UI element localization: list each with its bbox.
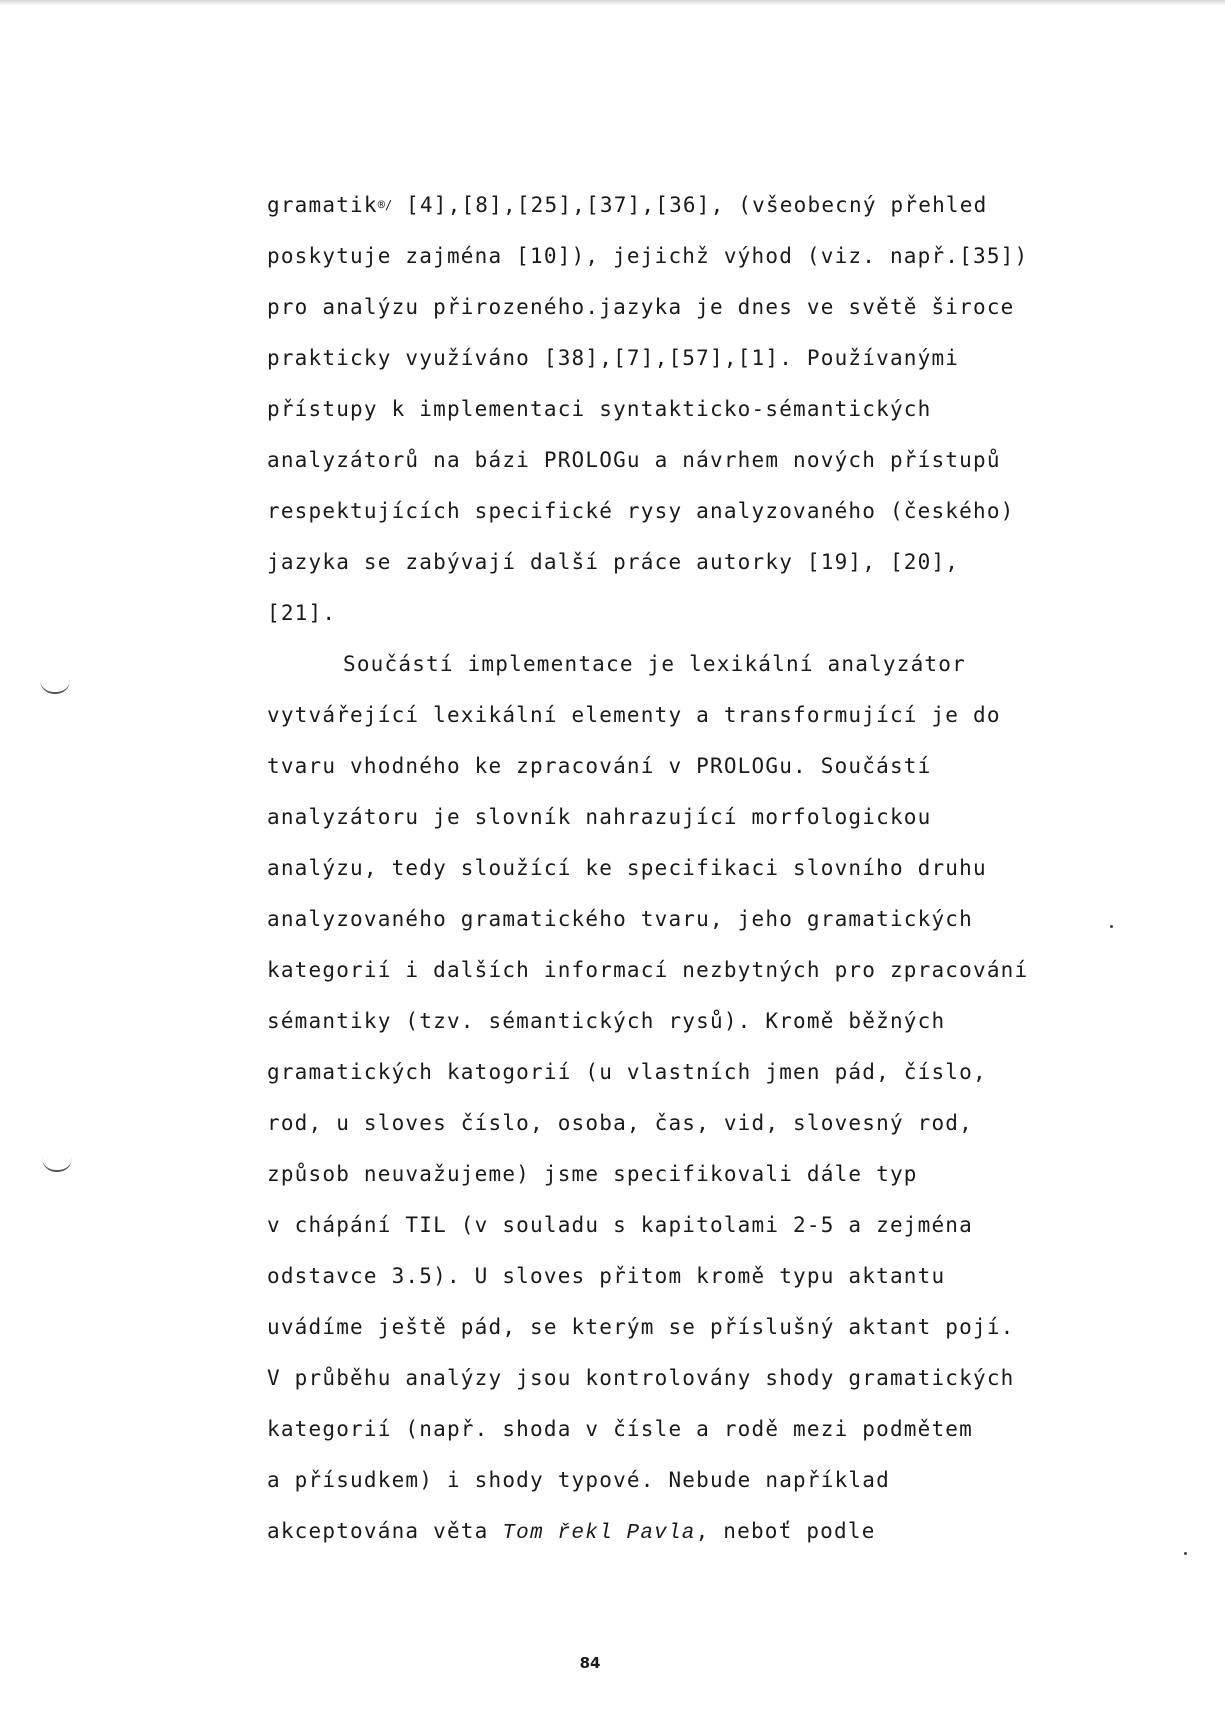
paragraph-start-line: Součástí implementace je lexikální analyzátor (343, 652, 966, 676)
text-line-4: prakticky využíváno [38],[7],[57],[1]. Používanými (267, 346, 960, 370)
text-line-14: analýzu, tedy sloužící ke specifikaci slovního druhu (267, 856, 987, 880)
scan-speck (1184, 1552, 1187, 1555)
text-line-27 (267, 1516, 1127, 1567)
page-number: 84 (579, 1654, 601, 1672)
example-sentence: Tom řekl Pavla (502, 1522, 696, 1545)
text-line-15: analyzovaného gramatického tvaru, jeho gramatických (267, 907, 973, 931)
text-line-6: analyzátorů na bázi PROLOGu a návrhem nových přístupů (267, 448, 1001, 472)
text-line-9: [21]. (267, 601, 337, 625)
text-line-7: respektujících specifické rysy analyzovaného (českého) (267, 499, 1015, 523)
text-line-17: sémantiky (tzv. sémantických rysů). Kromě běžných (267, 1009, 946, 1033)
text-line-19: rod, u sloves číslo, osoba, čas, vid, slovesný rod, (267, 1111, 973, 1135)
text-line-22: odstavce 3.5). U sloves přitom kromě typu aktantu (267, 1264, 946, 1288)
line-text: akceptována věta (267, 1519, 503, 1543)
text-line-18: gramatických katogorií (u vlastních jmen pád, číslo, (267, 1060, 987, 1084)
text-line-8: jazyka se zabývají další práce autorky [19], [20], (267, 550, 960, 574)
text-line-5: přístupy k implementaci syntakticko-sémantických (267, 397, 932, 421)
text-line-16: kategorií i dalších informací nezbytných pro zpracování (267, 958, 1029, 982)
scan-speck (1110, 925, 1113, 928)
line-text: [4],[8],[25],[37],[36], (všeobecný přehled (392, 193, 988, 217)
footnote-mark: ®/ (377, 198, 393, 212)
text-line-21: v chápání TIL (v souladu s kapitolami 2-5 a zejména (267, 1213, 973, 1237)
text-line-25: kategorií (např. shoda v čísle a rodě mezi podmětem (267, 1417, 973, 1441)
text-line-12: tvaru vhodného ke zpracování v PROLOGu. Součástí (267, 754, 932, 778)
text-line-2: poskytuje zajména [10]), jejichž výhod (viz. např.[35]) (267, 244, 1029, 268)
text-line-20: způsob neuvažujeme) jsme specifikovali dále typ (267, 1162, 918, 1186)
text-line-13: analyzátoru je slovník nahrazující morfologickou (267, 805, 932, 829)
scan-edge-shadow (0, 0, 1225, 6)
text-line-3: pro analýzu přirozeného.jazyka je dnes ve světě široce (267, 295, 1015, 319)
text-line-11: vytvářející lexikální elementy a transformující je do (267, 703, 1001, 727)
body-text (267, 190, 1127, 1567)
text-line-23: uvádíme ještě pád, se kterým se příslušný aktant pojí. (267, 1315, 1015, 1339)
margin-scan-mark (42, 1158, 72, 1172)
margin-scan-mark (40, 680, 70, 694)
text-line-26: a přísudkem) i shody typové. Nebude například (267, 1468, 890, 1492)
text-line-1 (267, 190, 1127, 241)
line-text: gramatik (267, 193, 378, 217)
text-line-24: V průběhu analýzy jsou kontrolovány shody gramatických (267, 1366, 1015, 1390)
line-text: , neboť podle (695, 1519, 876, 1543)
